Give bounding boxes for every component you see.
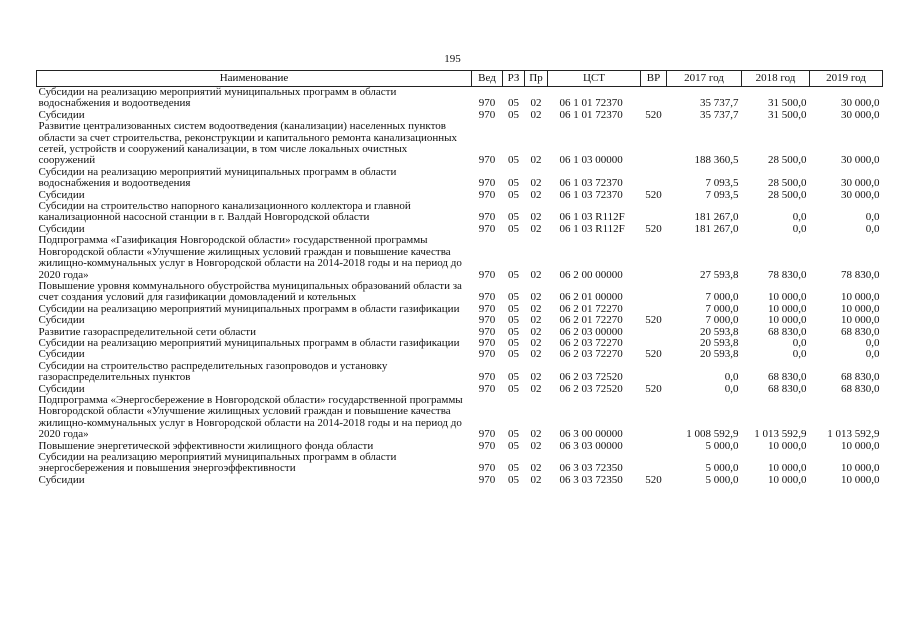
- cell-vr: [641, 235, 667, 281]
- cell-cst: 06 2 00 00000: [559, 268, 623, 281]
- cell-pr: 02: [530, 348, 542, 361]
- cell-ved: 970: [478, 473, 496, 486]
- cell-2019: 10 000,0: [841, 439, 880, 452]
- cell-2019: 30 000,0: [841, 177, 880, 190]
- cell-vr: [641, 361, 667, 384]
- cell-2019: 30 000,0: [841, 97, 880, 110]
- cell-rz: 05: [508, 473, 519, 486]
- cell-ved: 970: [478, 439, 496, 452]
- cell-2017: 1 008 592,9: [686, 428, 739, 441]
- cell-2018: 10 000,0: [768, 462, 807, 475]
- cell-cst: 06 2 03 00000: [559, 325, 623, 338]
- cell-2018: 10 000,0: [768, 314, 807, 327]
- cell-vr: 520: [645, 188, 662, 201]
- header-year-2019: 2019 год: [810, 71, 883, 87]
- cell-ved: 970: [478, 336, 496, 349]
- cell-2017: 181 267,0: [694, 222, 739, 235]
- cell-ved: 970: [478, 462, 496, 475]
- cell-rz: 05: [508, 314, 519, 327]
- cell-vr: 520: [645, 382, 662, 395]
- cell-2019: 10 000,0: [841, 462, 880, 475]
- header-vr: ВР: [641, 71, 667, 87]
- cell-name: Субсидии на реализацию мероприятий муниципальных программ в области водоснабжения и водоотведения: [38, 86, 397, 110]
- cell-2017: 20 593,8: [700, 325, 739, 338]
- cell-2019: 68 830,0: [841, 382, 880, 395]
- cell-2017: 5 000,0: [705, 473, 739, 486]
- cell-2019: 0,0: [865, 211, 880, 224]
- cell-pr: 02: [530, 382, 542, 395]
- cell-pr: 02: [530, 222, 542, 235]
- cell-pr: 02: [530, 302, 542, 315]
- cell-rz: 05: [508, 371, 519, 384]
- cell-pr: 02: [530, 291, 542, 304]
- cell-2019: 1 013 592,9: [827, 428, 880, 441]
- cell-cst: 06 1 01 72370: [559, 108, 623, 121]
- cell-vr: [641, 281, 667, 304]
- cell-2019: 30 000,0: [841, 154, 880, 167]
- cell-2019: 68 830,0: [841, 325, 880, 338]
- cell-rz: 05: [508, 439, 519, 452]
- cell-2017: 0,0: [724, 382, 739, 395]
- header-rz: РЗ: [503, 71, 525, 87]
- cell-name: Субсидии: [38, 108, 85, 121]
- cell-name: Развитие централизованных систем водоотведения (канализации) населенных пунктов области за счет строительства, реконструкции и капитального ремонта канализационных сетей, устройств и сооружений канализации, в том числе локальных очистных сооружений: [38, 120, 458, 167]
- cell-rz: 05: [508, 97, 519, 110]
- cell-2018: 28 500,0: [768, 188, 807, 201]
- cell-ved: 970: [478, 177, 496, 190]
- cell-rz: 05: [508, 177, 519, 190]
- cell-rz: 05: [508, 291, 519, 304]
- cell-2017: 7 093,5: [705, 177, 739, 190]
- cell-vr: [641, 167, 667, 190]
- cell-2018: 0,0: [792, 211, 807, 224]
- cell-pr: 02: [530, 177, 542, 190]
- header-ved: Вед: [472, 71, 503, 87]
- cell-2018: 0,0: [792, 348, 807, 361]
- header-year-2018: 2018 год: [742, 71, 810, 87]
- table-row: [37, 361, 883, 384]
- cell-pr: 02: [530, 108, 542, 121]
- cell-pr: 02: [530, 428, 542, 441]
- cell-rz: 05: [508, 268, 519, 281]
- cell-2019: 10 000,0: [841, 302, 880, 315]
- cell-2017: 27 593,8: [700, 268, 739, 281]
- cell-rz: 05: [508, 222, 519, 235]
- cell-rz: 05: [508, 188, 519, 201]
- cell-pr: 02: [530, 314, 542, 327]
- cell-vr: 520: [645, 314, 662, 327]
- cell-rz: 05: [508, 348, 519, 361]
- cell-name: Субсидии на реализацию мероприятий муниципальных программ в области газификации: [38, 302, 460, 315]
- cell-ved: 970: [478, 428, 496, 441]
- cell-2018: 31 500,0: [768, 97, 807, 110]
- cell-2018: 68 830,0: [768, 382, 807, 395]
- cell-pr: 02: [530, 336, 542, 349]
- cell-rz: 05: [508, 336, 519, 349]
- cell-rz: 05: [508, 462, 519, 475]
- cell-2017: 7 000,0: [705, 302, 739, 315]
- header-cst: ЦСТ: [548, 71, 641, 87]
- header-pr: Пр: [525, 71, 548, 87]
- cell-2017: 35 737,7: [700, 97, 739, 110]
- table-header: [37, 71, 883, 87]
- cell-vr: [641, 395, 667, 441]
- cell-rz: 05: [508, 428, 519, 441]
- cell-name: Субсидии на строительство напорного канализационного коллектора и главной канализационной насосной станции в г. Валдай Новгородской области: [38, 200, 411, 224]
- cell-2018: 10 000,0: [768, 291, 807, 304]
- cell-name: Субсидии: [38, 314, 85, 327]
- cell-name: Субсидии на строительство распределительных газопроводов и установку газораспределительных пунктов: [38, 359, 388, 384]
- cell-2019: 0,0: [865, 348, 880, 361]
- cell-2017: 7 000,0: [705, 314, 739, 327]
- cell-name: Подпрограмма «Энергосбережение в Новгородской области» государственной программы Новгородской области «Улучшение жилищных условий граждан и повышение качества жилищно-коммунальных услуг в Новгородской области на 2014-2018 годы и на период до 2020 года»: [38, 393, 463, 441]
- cell-2017: 181 267,0: [694, 211, 739, 224]
- cell-2018: 10 000,0: [768, 302, 807, 315]
- cell-vr: [641, 87, 667, 110]
- cell-ved: 970: [478, 291, 496, 304]
- cell-cst: 06 3 00 00000: [559, 428, 623, 441]
- cell-cst: 06 2 03 72520: [559, 382, 623, 395]
- cell-cst: 06 1 03 72370: [559, 177, 623, 190]
- cell-vr: 520: [645, 473, 662, 486]
- cell-pr: 02: [530, 211, 542, 224]
- cell-2017: 188 360,5: [694, 154, 739, 167]
- cell-ved: 970: [478, 314, 496, 327]
- cell-pr: 02: [530, 97, 542, 110]
- cell-vr: [641, 121, 667, 167]
- cell-name: Подпрограмма «Газификация Новгородской области» государственной программы Новгородской области «Улучшение жилищных условий граждан и повышение качества жилищно-коммунальных услуг в Новгородской области на 2014-2018 годы и на период до 2020 года»: [38, 234, 462, 281]
- cell-cst: 06 3 03 72350: [559, 462, 623, 475]
- cell-2017: 20 593,8: [700, 348, 739, 361]
- cell-name: Субсидии: [38, 473, 85, 486]
- cell-ved: 970: [478, 382, 496, 395]
- table-row: [37, 475, 883, 486]
- table-row: [37, 201, 883, 224]
- cell-2018: 10 000,0: [768, 473, 807, 486]
- cell-cst: 06 3 03 00000: [559, 439, 623, 452]
- cell-2018: 68 830,0: [768, 371, 807, 384]
- cell-vr: 520: [645, 108, 662, 121]
- cell-pr: 02: [530, 473, 542, 486]
- table-row: [37, 338, 883, 349]
- cell-2019: 0,0: [865, 336, 880, 349]
- cell-2017: 0,0: [724, 371, 739, 384]
- cell-2018: 0,0: [792, 336, 807, 349]
- cell-vr: [641, 327, 667, 338]
- cell-name: Повышение уровня коммунального обустройства муниципальных образований области за счет создания условий для газификации домовладений и котельных: [38, 279, 462, 304]
- cell-cst: 06 1 01 72370: [559, 97, 623, 110]
- cell-vr: 520: [645, 222, 662, 235]
- cell-2019: 10 000,0: [841, 473, 880, 486]
- cell-pr: 02: [530, 462, 542, 475]
- cell-cst: 06 1 03 00000: [559, 154, 623, 167]
- cell-2018: 78 830,0: [768, 268, 807, 281]
- cell-2019: 10 000,0: [841, 291, 880, 304]
- cell-2018: 1 013 592,9: [754, 428, 807, 441]
- table-row: [37, 315, 883, 326]
- cell-2018: 28 500,0: [768, 177, 807, 190]
- cell-2017: 5 000,0: [705, 439, 739, 452]
- table-body: [37, 87, 883, 487]
- cell-2019: 78 830,0: [841, 268, 880, 281]
- cell-cst: 06 1 03 72370: [559, 188, 623, 201]
- table-row: [37, 87, 883, 110]
- cell-2019: 10 000,0: [841, 314, 880, 327]
- cell-rz: 05: [508, 382, 519, 395]
- cell-vr: [641, 201, 667, 224]
- cell-name: Субсидии на реализацию мероприятий муниципальных программ в области газификации: [38, 336, 460, 349]
- cell-pr: 02: [530, 154, 542, 167]
- cell-cst: 06 2 01 72270: [559, 302, 623, 315]
- table-row: [37, 452, 883, 475]
- cell-cst: 06 2 03 72520: [559, 371, 623, 384]
- cell-pr: 02: [530, 371, 542, 384]
- cell-cst: 06 2 01 00000: [559, 291, 623, 304]
- cell-name: Субсидии: [38, 222, 85, 235]
- cell-name: Развитие газораспределительной сети области: [38, 325, 257, 338]
- table-row: [37, 395, 883, 441]
- cell-2018: 31 500,0: [768, 108, 807, 121]
- cell-ved: 970: [478, 211, 496, 224]
- cell-2019: 30 000,0: [841, 188, 880, 201]
- cell-2019: 0,0: [865, 222, 880, 235]
- cell-vr: 520: [645, 348, 662, 361]
- cell-ved: 970: [478, 188, 496, 201]
- cell-name: Повышение энергетической эффективности жилищного фонда области: [38, 439, 374, 452]
- budget-table: [36, 70, 883, 486]
- cell-2017: 35 737,7: [700, 108, 739, 121]
- cell-2018: 68 830,0: [768, 325, 807, 338]
- cell-ved: 970: [478, 268, 496, 281]
- cell-2018: 10 000,0: [768, 439, 807, 452]
- header-name: Наименование: [37, 71, 472, 87]
- cell-cst: 06 1 03 R112F: [559, 222, 625, 235]
- cell-2017: 5 000,0: [705, 462, 739, 475]
- cell-name: Субсидии: [38, 348, 85, 361]
- cell-rz: 05: [508, 325, 519, 338]
- cell-rz: 05: [508, 108, 519, 121]
- cell-cst: 06 2 03 72270: [559, 336, 623, 349]
- cell-cst: 06 3 03 72350: [559, 473, 623, 486]
- table-row: [37, 121, 883, 167]
- table-row: [37, 167, 883, 190]
- cell-name: Субсидии на реализацию мероприятий муниципальных программ в области водоснабжения и водоотведения: [38, 165, 397, 190]
- cell-rz: 05: [508, 154, 519, 167]
- cell-name: Субсидии: [38, 382, 85, 395]
- cell-2017: 7 093,5: [705, 188, 739, 201]
- cell-cst: 06 1 03 R112F: [559, 211, 625, 224]
- cell-vr: [641, 452, 667, 475]
- page-number: 195: [444, 53, 461, 65]
- cell-pr: 02: [530, 268, 542, 281]
- cell-2018: 0,0: [792, 222, 807, 235]
- cell-ved: 970: [478, 222, 496, 235]
- cell-name: Субсидии: [38, 188, 85, 201]
- cell-rz: 05: [508, 211, 519, 224]
- cell-ved: 970: [478, 97, 496, 110]
- cell-rz: 05: [508, 302, 519, 315]
- cell-2017: 20 593,8: [700, 336, 739, 349]
- table-row: [37, 235, 883, 281]
- table-row: [37, 281, 883, 304]
- cell-cst: 06 2 03 72270: [559, 348, 623, 361]
- cell-ved: 970: [478, 348, 496, 361]
- header-year-2017: 2017 год: [667, 71, 742, 87]
- cell-vr: [641, 441, 667, 452]
- cell-2018: 28 500,0: [768, 154, 807, 167]
- cell-pr: 02: [530, 325, 542, 338]
- cell-cst: 06 2 01 72270: [559, 314, 623, 327]
- cell-2019: 30 000,0: [841, 108, 880, 121]
- cell-name: Субсидии на реализацию мероприятий муниципальных программ в области энергосбережения и повышения энергоэффективности: [38, 451, 397, 475]
- cell-ved: 970: [478, 371, 496, 384]
- cell-ved: 970: [478, 325, 496, 338]
- cell-2017: 7 000,0: [705, 291, 739, 304]
- cell-pr: 02: [530, 439, 542, 452]
- table-row: [37, 304, 883, 315]
- cell-ved: 970: [478, 108, 496, 121]
- cell-ved: 970: [478, 154, 496, 167]
- cell-pr: 02: [530, 188, 542, 201]
- cell-ved: 970: [478, 302, 496, 315]
- cell-2019: 68 830,0: [841, 371, 880, 384]
